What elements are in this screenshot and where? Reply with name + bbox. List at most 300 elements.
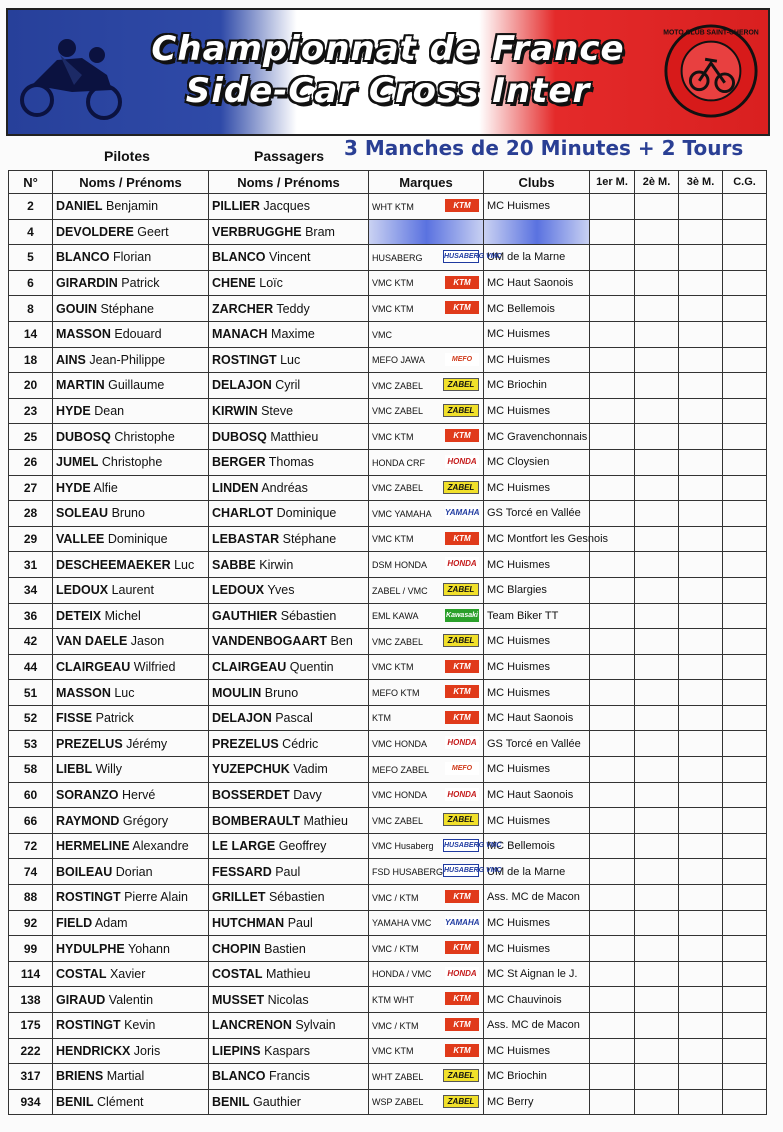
- table-header-row: [9, 171, 767, 194]
- yamaha-logo-icon: YAMAHA: [445, 917, 480, 927]
- table-row: [9, 808, 767, 834]
- result-m3-cell: [679, 808, 723, 834]
- pilote-name: [53, 194, 209, 220]
- pilote-name: [53, 1089, 209, 1115]
- passager-first-name: Bram: [305, 224, 335, 239]
- table-row: [9, 705, 767, 731]
- result-m1-cell: [590, 808, 635, 834]
- pilote-name: [53, 654, 209, 680]
- result-cg-cell: [723, 552, 767, 578]
- marque-cell: [369, 475, 484, 501]
- marque-text: VMC: [372, 329, 392, 340]
- col-header-marques: Marques: [369, 171, 484, 194]
- passager-first-name: Cédric: [282, 736, 319, 751]
- pilote-first-name: Wilfried: [133, 659, 176, 674]
- marque-cell: [369, 808, 484, 834]
- pilote-name: [53, 731, 209, 757]
- passager-first-name: Stéphane: [282, 532, 337, 547]
- club-cell: UM de la Marne: [484, 245, 590, 271]
- pilote-last-name: HENDRICKX: [56, 1043, 131, 1058]
- pilote-first-name: Valentin: [108, 992, 154, 1007]
- passager-last-name: BERGER: [212, 455, 266, 470]
- passager-name: [209, 885, 369, 911]
- pilote-name: [53, 705, 209, 731]
- marque-text: ZABEL / VMC: [372, 585, 428, 596]
- table-row: [9, 1013, 767, 1039]
- pilote-first-name: Edouard: [114, 327, 162, 342]
- marque-text: MEFO KTM: [372, 687, 420, 698]
- pilote-name: [53, 833, 209, 859]
- passager-first-name: Sébastien: [268, 890, 325, 905]
- result-m3-cell: [679, 1038, 723, 1064]
- marque-text: VMC KTM: [372, 431, 414, 442]
- pilote-name: [53, 373, 209, 399]
- result-cg-cell: [723, 705, 767, 731]
- passager-first-name: Paul: [287, 915, 313, 930]
- ktm-logo-icon: KTM: [445, 199, 479, 212]
- pilote-name: [53, 424, 209, 450]
- pilote-first-name: Patrick: [95, 711, 134, 726]
- pilote-name: [53, 449, 209, 475]
- pilote-name: [53, 475, 209, 501]
- result-cg-cell: [723, 885, 767, 911]
- table-row: [9, 1038, 767, 1064]
- passager-name: [209, 910, 369, 936]
- result-m2-cell: [635, 782, 679, 808]
- entry-number: 53: [9, 731, 53, 757]
- passagers-label: Passagers: [254, 148, 325, 164]
- result-m2-cell: [635, 194, 679, 220]
- passager-last-name: VERBRUGGHE: [212, 224, 302, 239]
- result-m1-cell: [590, 475, 635, 501]
- result-m1-cell: [590, 449, 635, 475]
- col-header-pilote: Noms / Prénoms: [53, 171, 209, 194]
- race-format-label: 3 Manches de 20 Minutes + 2 Tours: [344, 136, 744, 160]
- pilote-name: [53, 296, 209, 322]
- club-cell: MC Huismes: [484, 1038, 590, 1064]
- pilote-first-name: Yohann: [128, 941, 170, 956]
- result-cg-cell: [723, 577, 767, 603]
- pilote-name: [53, 501, 209, 527]
- result-m2-cell: [635, 1038, 679, 1064]
- col-header-clubs: Clubs: [484, 171, 590, 194]
- passager-last-name: FESSARD: [212, 864, 272, 879]
- passager-last-name: MOULIN: [212, 685, 262, 700]
- passager-name: [209, 936, 369, 962]
- table-row: [9, 424, 767, 450]
- marque-text: VMC KTM: [372, 662, 414, 673]
- passager-name: [209, 270, 369, 296]
- club-cell: GS Torcé en Vallée: [484, 731, 590, 757]
- result-cg-cell: [723, 1064, 767, 1090]
- honda-logo-icon: HONDA: [445, 967, 479, 980]
- result-cg-cell: [723, 808, 767, 834]
- logo-text: MOTO CLUB SAINT-CHERON: [663, 29, 759, 37]
- mefo-logo-icon: MEFO: [445, 762, 479, 775]
- zabel-logo-icon: ZABEL: [443, 583, 479, 596]
- entry-number: 26: [9, 449, 53, 475]
- result-cg-cell: [723, 219, 767, 245]
- zabel-logo-icon: ZABEL: [443, 378, 479, 391]
- marque-cell: [369, 219, 484, 245]
- entry-number: 175: [9, 1013, 53, 1039]
- table-row: [9, 910, 767, 936]
- pilote-last-name: FISSE: [56, 711, 93, 726]
- result-cg-cell: [723, 449, 767, 475]
- pilote-last-name: COSTAL: [56, 967, 107, 982]
- entry-number: 88: [9, 885, 53, 911]
- passager-first-name: Sylvain: [295, 1018, 336, 1033]
- result-m1-cell: [590, 629, 635, 655]
- club-cell: MC Huismes: [484, 680, 590, 706]
- kawa-logo-icon: Kawasaki: [445, 609, 479, 622]
- zabel-logo-icon: ZABEL: [443, 1095, 479, 1108]
- result-m1-cell: [590, 936, 635, 962]
- result-m3-cell: [679, 194, 723, 220]
- club-cell: MC Huismes: [484, 321, 590, 347]
- marque-cell: [369, 577, 484, 603]
- table-row: [9, 782, 767, 808]
- result-m2-cell: [635, 910, 679, 936]
- result-m1-cell: [590, 1013, 635, 1039]
- pilote-last-name: HYDE: [56, 480, 91, 495]
- result-m2-cell: [635, 552, 679, 578]
- col-header-num: N°: [9, 171, 53, 194]
- result-cg-cell: [723, 731, 767, 757]
- result-cg-cell: [723, 424, 767, 450]
- zabel-logo-icon: ZABEL: [443, 634, 479, 647]
- result-m1-cell: [590, 245, 635, 271]
- passager-name: [209, 705, 369, 731]
- result-cg-cell: [723, 987, 767, 1013]
- pilote-name: [53, 910, 209, 936]
- result-m3-cell: [679, 373, 723, 399]
- table-row: [9, 321, 767, 347]
- result-m2-cell: [635, 245, 679, 271]
- marque-text: VMC ZABEL: [372, 636, 424, 647]
- pilote-first-name: Martial: [106, 1069, 145, 1084]
- passager-first-name: Kaspars: [264, 1043, 310, 1058]
- pilote-first-name: Pierre Alain: [124, 890, 189, 905]
- passager-first-name: Mathieu: [303, 813, 348, 828]
- moto-club-saint-cheron-logo: [662, 22, 760, 120]
- result-m1-cell: [590, 1038, 635, 1064]
- marque-text: KTM WHT: [372, 995, 414, 1006]
- club-cell: [484, 219, 590, 245]
- ktm-logo-icon: KTM: [445, 301, 479, 314]
- result-cg-cell: [723, 373, 767, 399]
- entry-number: 31: [9, 552, 53, 578]
- marque-text: WHT ZABEL: [372, 1071, 424, 1082]
- passager-last-name: LINDEN: [212, 480, 259, 495]
- marque-text: VMC Husaberg: [372, 841, 434, 852]
- passager-first-name: Ben: [330, 634, 353, 649]
- marque-text: EML KAWA: [372, 611, 419, 622]
- table-row: [9, 859, 767, 885]
- passager-first-name: Vadim: [293, 762, 328, 777]
- passager-first-name: Cyril: [275, 378, 301, 393]
- table-row: [9, 987, 767, 1013]
- entry-number: 2: [9, 194, 53, 220]
- entry-number: 28: [9, 501, 53, 527]
- result-m3-cell: [679, 961, 723, 987]
- pilote-last-name: VALLEE: [56, 532, 105, 547]
- result-cg-cell: [723, 1013, 767, 1039]
- passager-last-name: HUTCHMAN: [212, 915, 285, 930]
- table-row: [9, 885, 767, 911]
- result-cg-cell: [723, 654, 767, 680]
- marque-cell: [369, 1038, 484, 1064]
- passager-name: [209, 782, 369, 808]
- result-m3-cell: [679, 603, 723, 629]
- marque-text: VMC / KTM: [372, 892, 419, 903]
- entry-number: 60: [9, 782, 53, 808]
- result-m3-cell: [679, 398, 723, 424]
- passager-last-name: CHARLOT: [212, 506, 274, 521]
- passager-first-name: Andréas: [261, 480, 308, 495]
- result-m2-cell: [635, 219, 679, 245]
- result-m2-cell: [635, 526, 679, 552]
- pilote-name: [53, 577, 209, 603]
- entry-number: 51: [9, 680, 53, 706]
- table-row: [9, 654, 767, 680]
- marque-cell: [369, 782, 484, 808]
- zabel-logo-icon: ZABEL: [443, 1069, 479, 1082]
- club-cell: GS Torcé en Vallée: [484, 501, 590, 527]
- pilote-first-name: Hervé: [121, 787, 156, 802]
- pilote-last-name: MASSON: [56, 327, 111, 342]
- passager-name: [209, 654, 369, 680]
- marque-text: VMC KTM: [372, 303, 414, 314]
- passager-last-name: YUZEPCHUK: [212, 762, 290, 777]
- passager-last-name: COSTAL: [212, 967, 263, 982]
- club-cell: MC Huismes: [484, 757, 590, 783]
- result-m1-cell: [590, 680, 635, 706]
- passager-first-name: Loïc: [259, 276, 283, 291]
- passager-first-name: Kirwin: [259, 557, 294, 572]
- entry-number: 8: [9, 296, 53, 322]
- table-row: [9, 347, 767, 373]
- passager-last-name: CLAIRGEAU: [212, 659, 287, 674]
- passager-name: [209, 859, 369, 885]
- passager-first-name: Vincent: [268, 250, 311, 265]
- pilote-last-name: HYDULPHE: [56, 941, 125, 956]
- honda-logo-icon: HONDA: [445, 557, 479, 570]
- pilote-first-name: Laurent: [111, 583, 154, 598]
- passager-name: [209, 577, 369, 603]
- pilote-name: [53, 859, 209, 885]
- entry-number: 29: [9, 526, 53, 552]
- entry-number: 6: [9, 270, 53, 296]
- entry-number: 138: [9, 987, 53, 1013]
- pilote-first-name: Adam: [94, 915, 128, 930]
- result-m2-cell: [635, 680, 679, 706]
- table-row: [9, 398, 767, 424]
- pilote-first-name: Clément: [96, 1095, 144, 1110]
- passager-last-name: LIEPINS: [212, 1043, 261, 1058]
- passager-first-name: Mathieu: [265, 967, 311, 982]
- result-m1-cell: [590, 270, 635, 296]
- result-m2-cell: [635, 859, 679, 885]
- table-row: [9, 603, 767, 629]
- passager-first-name: Bruno: [264, 685, 299, 700]
- club-cell: MC Bellemois: [484, 833, 590, 859]
- result-cg-cell: [723, 526, 767, 552]
- result-m3-cell: [679, 936, 723, 962]
- pilote-last-name: ROSTINGT: [56, 1018, 121, 1033]
- passager-first-name: Dominique: [276, 506, 337, 521]
- result-m1-cell: [590, 731, 635, 757]
- passager-name: [209, 526, 369, 552]
- club-cell: MC Briochin: [484, 373, 590, 399]
- pilote-last-name: HERMELINE: [56, 839, 130, 854]
- passager-first-name: Gauthier: [252, 1095, 301, 1110]
- title-line-1: Championnat de France: [151, 29, 625, 69]
- result-cg-cell: [723, 757, 767, 783]
- pilote-last-name: MASSON: [56, 685, 111, 700]
- club-cell: MC Montfort les Gesnois: [484, 526, 590, 552]
- passager-name: [209, 321, 369, 347]
- result-m3-cell: [679, 552, 723, 578]
- pilote-last-name: DESCHEEMAEKER: [56, 557, 171, 572]
- pilote-name: [53, 321, 209, 347]
- marque-cell: [369, 373, 484, 399]
- result-m1-cell: [590, 654, 635, 680]
- table-row: [9, 219, 767, 245]
- marque-text: KTM: [372, 713, 391, 724]
- honda-logo-icon: HONDA: [445, 736, 479, 749]
- marque-text: MEFO ZABEL: [372, 764, 430, 775]
- club-cell: MC Huismes: [484, 808, 590, 834]
- passager-last-name: LEDOUX: [212, 583, 265, 598]
- marque-cell: [369, 552, 484, 578]
- result-m1-cell: [590, 757, 635, 783]
- passager-name: [209, 449, 369, 475]
- table-row: [9, 936, 767, 962]
- passager-last-name: LEBASTAR: [212, 532, 280, 547]
- pilote-last-name: CLAIRGEAU: [56, 659, 131, 674]
- table-row: [9, 577, 767, 603]
- pilote-name: [53, 347, 209, 373]
- marque-cell: [369, 757, 484, 783]
- marque-cell: [369, 705, 484, 731]
- result-cg-cell: [723, 859, 767, 885]
- marque-cell: [369, 296, 484, 322]
- result-cg-cell: [723, 296, 767, 322]
- pilote-name: [53, 680, 209, 706]
- result-m3-cell: [679, 757, 723, 783]
- entry-number: 72: [9, 833, 53, 859]
- pilote-last-name: LEDOUX: [56, 583, 109, 598]
- passager-last-name: PREZELUS: [212, 736, 279, 751]
- result-cg-cell: [723, 1038, 767, 1064]
- result-m2-cell: [635, 347, 679, 373]
- passager-first-name: Bastien: [264, 941, 306, 956]
- marque-cell: [369, 987, 484, 1013]
- marque-text: YAMAHA VMC: [372, 918, 432, 929]
- result-cg-cell: [723, 501, 767, 527]
- passager-last-name: MANACH: [212, 327, 268, 342]
- marque-cell: [369, 270, 484, 296]
- result-cg-cell: [723, 629, 767, 655]
- pilote-name: [53, 1064, 209, 1090]
- passager-first-name: Quentin: [289, 659, 334, 674]
- passager-name: [209, 552, 369, 578]
- result-m1-cell: [590, 296, 635, 322]
- club-cell: MC Gravenchonnais: [484, 424, 590, 450]
- club-cell: MC Cloysien: [484, 449, 590, 475]
- pilote-last-name: PREZELUS: [56, 736, 123, 751]
- result-m1-cell: [590, 885, 635, 911]
- pilote-last-name: MARTIN: [56, 378, 105, 393]
- pilote-first-name: Dorian: [115, 864, 153, 879]
- marque-text: VMC YAMAHA: [372, 508, 432, 519]
- pilote-first-name: Stéphane: [100, 301, 154, 316]
- marque-text: VMC KTM: [372, 534, 414, 545]
- entry-number: 20: [9, 373, 53, 399]
- result-cg-cell: [723, 270, 767, 296]
- passager-name: [209, 1064, 369, 1090]
- passager-name: [209, 987, 369, 1013]
- passager-first-name: Sébastien: [280, 608, 337, 623]
- passager-last-name: DUBOSQ: [212, 429, 267, 444]
- marque-text: DSM HONDA: [372, 559, 428, 570]
- result-m1-cell: [590, 347, 635, 373]
- marque-text: WSP ZABEL: [372, 1097, 424, 1108]
- marque-cell: [369, 961, 484, 987]
- result-cg-cell: [723, 194, 767, 220]
- entry-number: 5: [9, 245, 53, 271]
- pilote-first-name: Joris: [133, 1043, 161, 1058]
- passager-last-name: GAUTHIER: [212, 608, 278, 623]
- pilotes-label: Pilotes: [104, 148, 150, 164]
- marque-cell: [369, 526, 484, 552]
- pilote-name: [53, 219, 209, 245]
- result-m2-cell: [635, 629, 679, 655]
- passager-last-name: BLANCO: [212, 1069, 266, 1084]
- result-m3-cell: [679, 987, 723, 1013]
- result-m3-cell: [679, 910, 723, 936]
- marque-cell: [369, 603, 484, 629]
- result-m2-cell: [635, 577, 679, 603]
- passager-name: [209, 219, 369, 245]
- marque-text: HUSABERG: [372, 252, 423, 263]
- pilote-first-name: Jason: [130, 634, 165, 649]
- passager-name: [209, 347, 369, 373]
- entry-number: 99: [9, 936, 53, 962]
- table-row: [9, 194, 767, 220]
- marque-cell: [369, 680, 484, 706]
- marque-cell: [369, 910, 484, 936]
- marque-text: VMC ZABEL: [372, 380, 424, 391]
- result-cg-cell: [723, 936, 767, 962]
- result-m3-cell: [679, 219, 723, 245]
- table-row: [9, 1064, 767, 1090]
- result-m2-cell: [635, 808, 679, 834]
- entry-number: 114: [9, 961, 53, 987]
- club-cell: MC Haut Saonois: [484, 705, 590, 731]
- husaberg-logo-icon: HUSABERG VMC: [443, 250, 479, 263]
- ktm-logo-icon: KTM: [445, 532, 479, 545]
- ktm-logo-icon: KTM: [445, 1044, 479, 1057]
- pilote-name: [53, 782, 209, 808]
- pilote-last-name: BENIL: [56, 1095, 94, 1110]
- table-row: [9, 449, 767, 475]
- result-m1-cell: [590, 373, 635, 399]
- marque-text: VMC / KTM: [372, 1020, 419, 1031]
- result-m3-cell: [679, 654, 723, 680]
- result-m3-cell: [679, 782, 723, 808]
